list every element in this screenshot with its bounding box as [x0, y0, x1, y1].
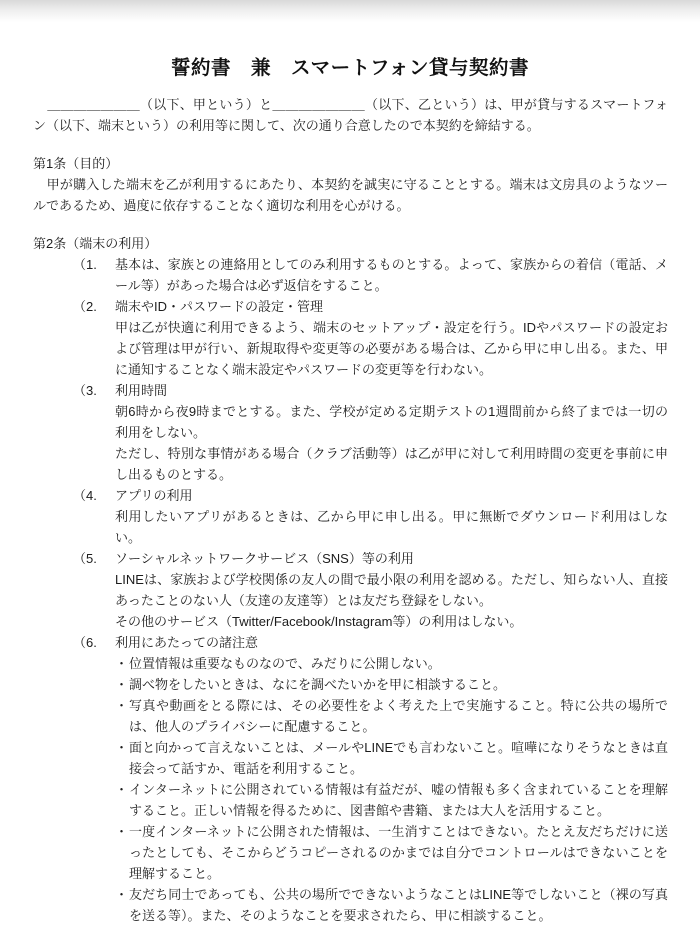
bullet-list: [115, 653, 668, 926]
item-line: 朝6時から夜9時までとする。また、学校が定める定期テストの1週間前から終了までは一切の利用をしない。: [115, 404, 668, 440]
bullet-dot-icon: ・: [115, 887, 129, 902]
bullet-item: [115, 884, 668, 926]
numbered-item: [33, 380, 668, 485]
bullet-item: [115, 737, 668, 779]
numbered-item-list: [33, 254, 668, 926]
bullet-text: 位置情報は重要なものなので、みだりに公開しない。: [129, 656, 441, 671]
articles-container: [33, 153, 668, 926]
bullet-dot-icon: ・: [115, 698, 129, 713]
bullet-dot-icon: ・: [115, 656, 129, 671]
bullet-dot-icon: ・: [115, 677, 129, 692]
article-heading: 第1条（目的）: [33, 156, 119, 171]
numbered-item: [33, 632, 668, 926]
bullet-dot-icon: ・: [115, 824, 129, 839]
item-line: ただし、特別な事情がある場合（クラブ活動等）は乙が甲に対して利用時間の変更を事前に申し出るものとする。: [115, 446, 668, 482]
bullet-item: [115, 653, 668, 674]
bullet-dot-icon: ・: [115, 782, 129, 797]
item-marker: （2.: [73, 299, 97, 314]
numbered-item: [33, 254, 668, 296]
article-section: [33, 153, 668, 216]
item-marker: （6.: [73, 635, 97, 650]
item-line: 甲は乙が快適に利用できるよう、端末のセットアップ・設定を行う。IDやパスワードの設定および管理は甲が行い、新規取得や変更等の必要がある場合は、乙から甲に申し出る。また、甲に通知することなく端末設定やパスワードの変更等を行わない。: [115, 320, 668, 377]
bullet-item: [115, 821, 668, 884]
bullet-text: 一度インターネットに公開された情報は、一生消すことはできない。たとえ友だちだけに送ったとしても、そこからどうコピーされるのかまでは自分でコントロールはできないことを理解すること。: [129, 824, 668, 881]
article-paragraph: 甲が購入した端末を乙が利用するにあたり、本契約を誠実に守ることとする。端末は文房具のようなツールであるため、過度に依存することなく適切な利用を心がける。: [33, 177, 668, 213]
item-line: 利用時間: [115, 383, 168, 398]
item-marker: （3.: [73, 383, 97, 398]
bullet-item: [115, 779, 668, 821]
item-line: 端末やID・パスワードの設定・管理: [115, 299, 324, 314]
item-marker: （4.: [73, 488, 97, 503]
bullet-text: 写真や動画をとる際には、その必要性をよく考えた上で実施すること。特に公共の場所では、他人のプライバシーに配慮すること。: [129, 698, 668, 734]
document-body: [33, 94, 668, 926]
numbered-item: [33, 548, 668, 632]
document-title: 誓約書 兼 スマートフォン貸与契約書: [170, 57, 530, 79]
item-marker: （5.: [73, 551, 97, 566]
bullet-text: インターネットに公開されている情報は有益だが、嘘の情報も多く含まれていることを理解すること。正しい情報を得るために、図書館や書籍、または大人を活用すること。: [129, 782, 668, 818]
article-section: [33, 233, 668, 926]
bullet-dot-icon: ・: [115, 740, 129, 755]
item-line: LINEは、家族および学校関係の友人の間で最小限の利用を認める。ただし、知らない人、直接あったことのない人（友達の友達等）とは友だち登録をしない。: [115, 572, 668, 608]
item-line: 利用にあたっての諸注意: [115, 635, 259, 650]
bullet-item: [115, 674, 668, 695]
item-line: アプリの利用: [115, 488, 193, 503]
item-line: その他のサービス（Twitter/Facebook/Instagram等）の利用はしない。: [115, 614, 523, 629]
numbered-item: [33, 485, 668, 548]
item-line: 利用したいアプリがあるときは、乙から甲に申し出る。甲に無断でダウンロード利用はしない。: [115, 509, 668, 545]
item-line: 基本は、家族との連絡用としてのみ利用するものとする。よって、家族からの着信（電話、メール等）があった場合は必ず返信をすること。: [115, 257, 668, 293]
article-heading: 第2条（端末の利用）: [33, 236, 158, 251]
item-line: ソーシャルネットワークサービス（SNS）等の利用: [115, 551, 414, 566]
numbered-item: [33, 296, 668, 380]
item-marker: （1.: [73, 257, 97, 272]
bullet-text: 面と向かって言えないことは、メールやLINEでも言わないこと。喧嘩になりそうなときは直接会って話すか、電話を利用すること。: [129, 740, 668, 776]
preamble-paragraph: ＿＿＿＿＿＿＿（以下、甲という）と＿＿＿＿＿＿＿（以下、乙という）は、甲が貸与するスマートフォン（以下、端末という）の利用等に関して、次の通り合意したので本契約を締結する。: [33, 97, 668, 133]
bullet-text: 友だち同士であっても、公共の場所でできないようなことはLINE等でしないこと（裸の写真を送る等）。また、そのようなことを要求されたら、甲に相談すること。: [129, 887, 668, 923]
bullet-item: [115, 695, 668, 737]
bullet-text: 調べ物をしたいときは、なにを調べたいかを甲に相談すること。: [129, 677, 507, 692]
